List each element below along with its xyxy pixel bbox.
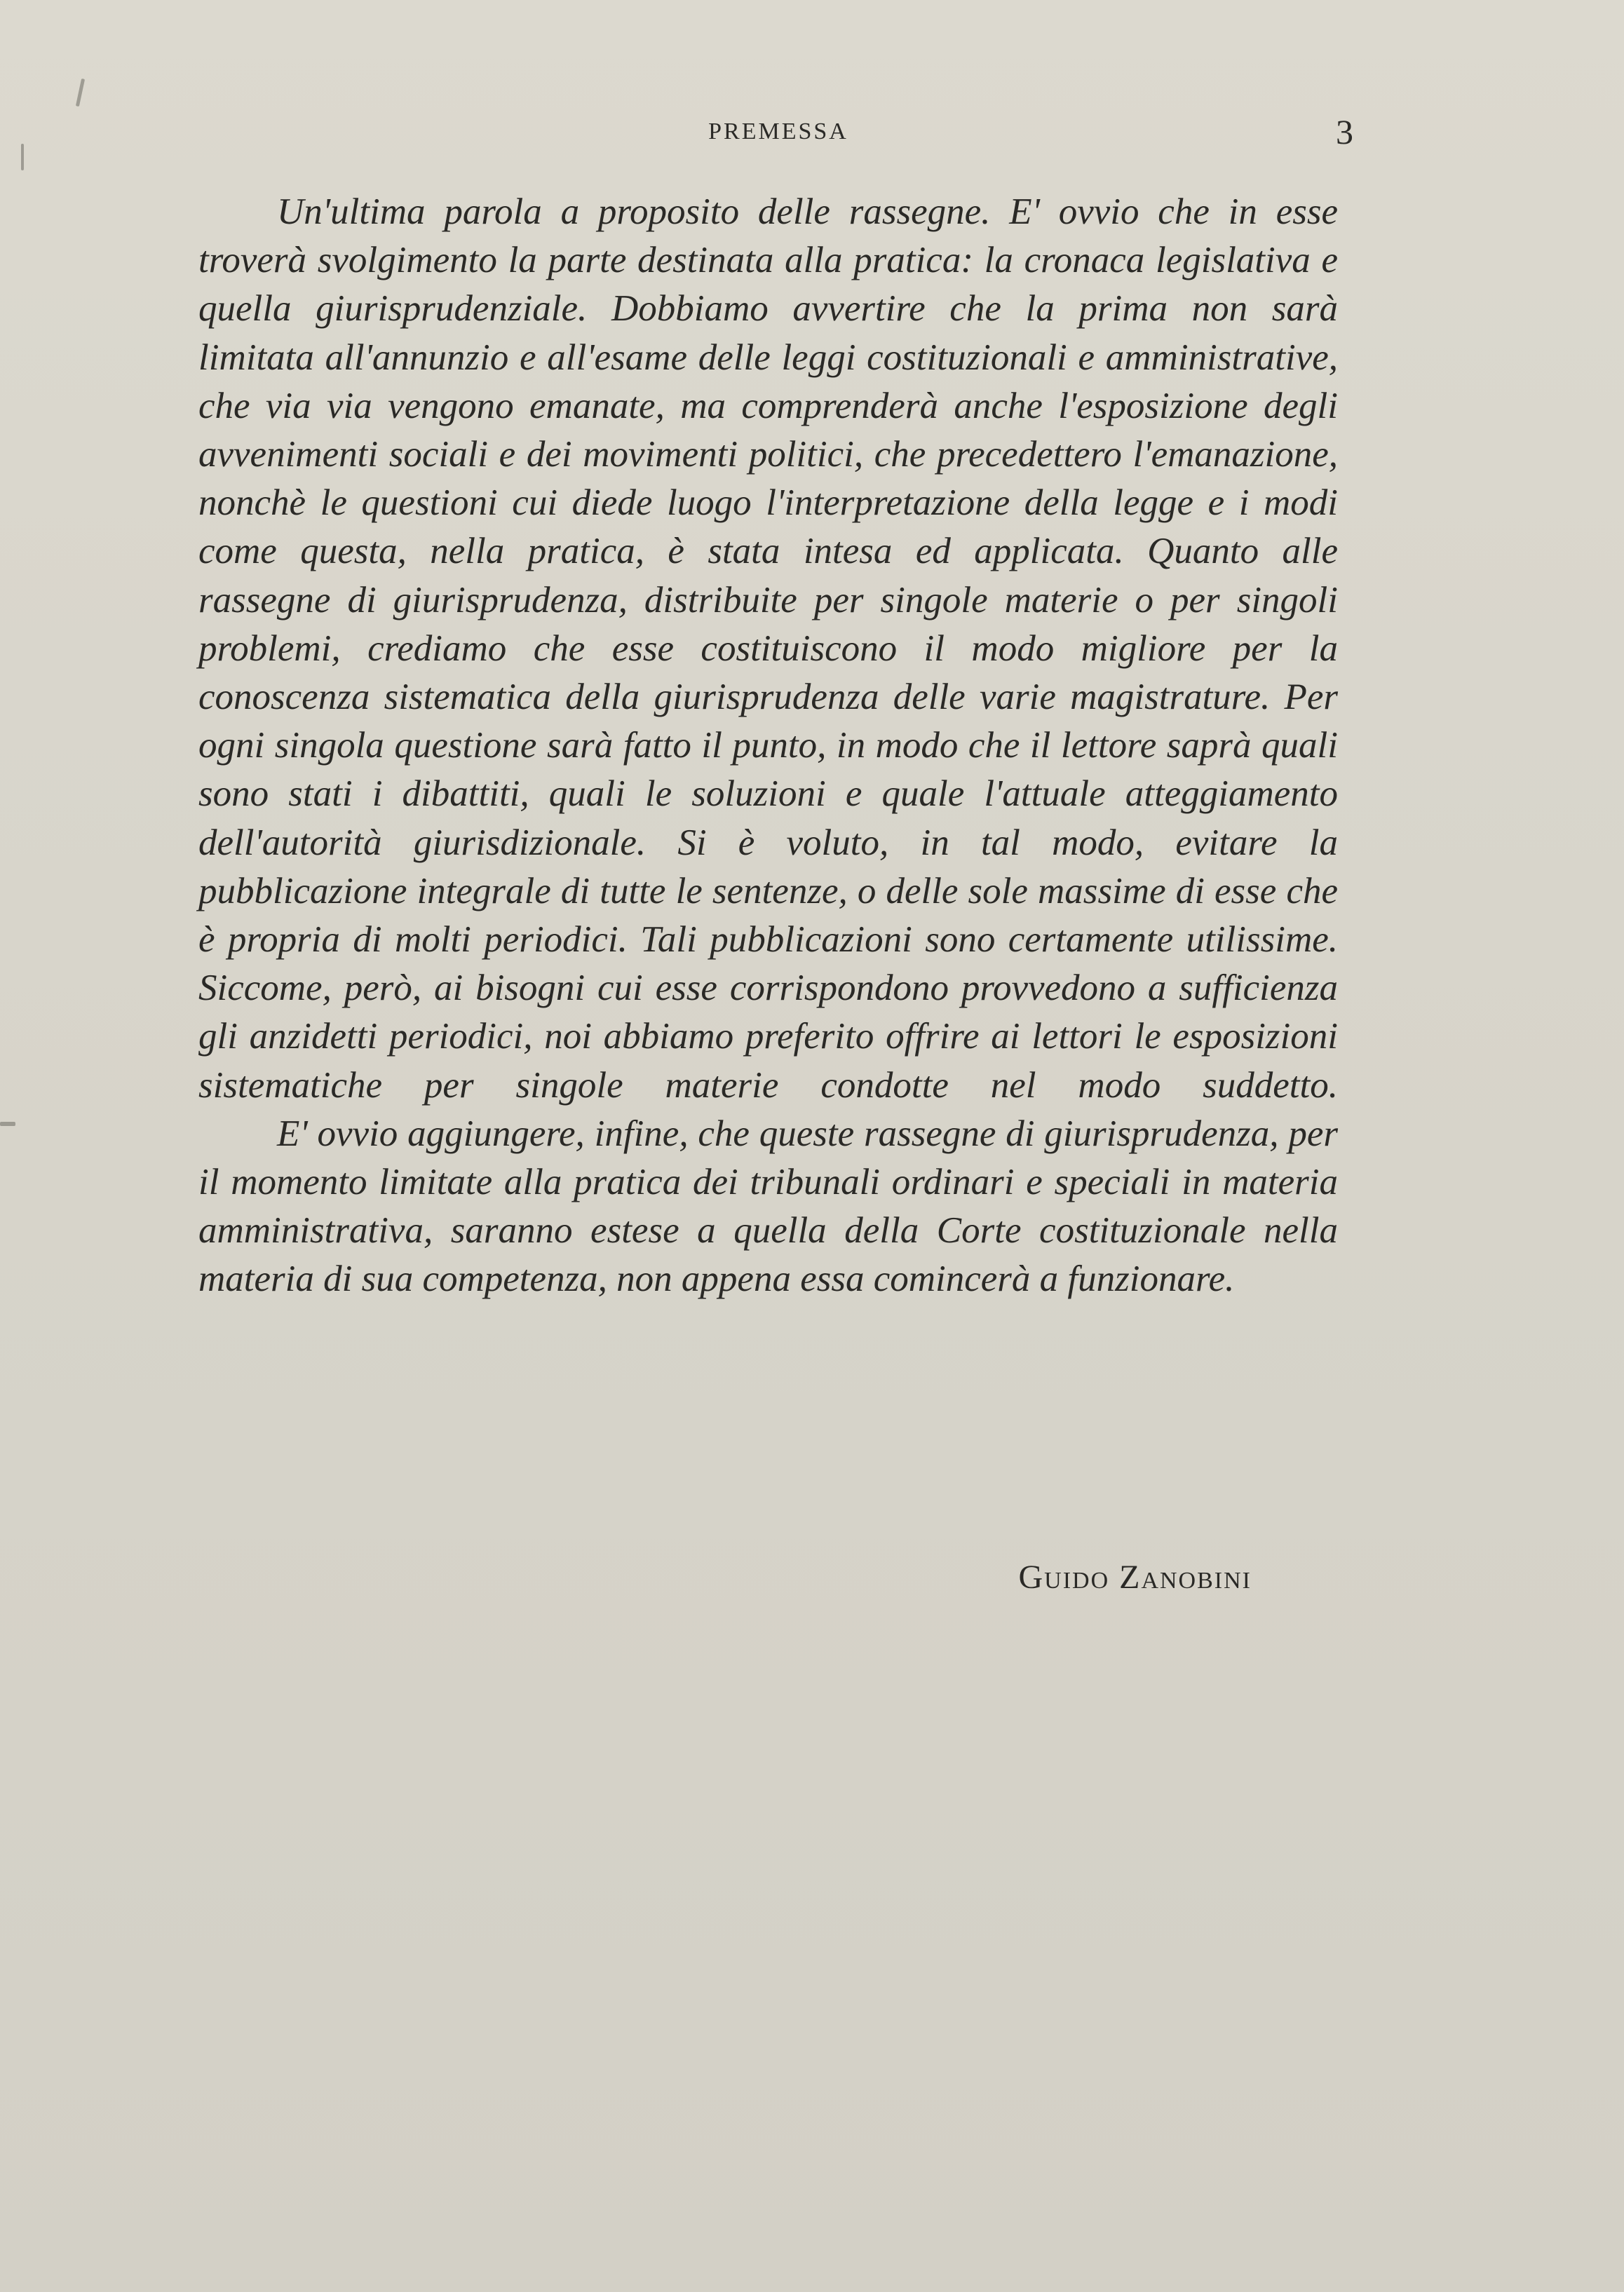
page-header (0, 111, 1624, 153)
running-head: PREMESSA (708, 118, 848, 144)
body-text (198, 188, 1338, 1304)
paragraph-2: E' ovvio aggiungere, infine, che queste rassegne di giurisprudenza, per il momento limitate alla pratica dei tribunali ordinari e speciali in materia amministrativa, saranno estese a quella della Corte costituzionale nella materia di sua competenza, non appena essa comincerà a funzionare. (198, 1113, 1338, 1300)
author-signature: Guido Zanobini (1018, 1559, 1252, 1596)
margin-mark (0, 1122, 15, 1126)
page-number: 3 (1336, 112, 1353, 151)
paragraph-1: Un'ultima parola a proposito delle rassegne. E' ovvio che in esse troverà svolgimento la parte destinata alla pratica: la cronaca legislativa e quella giurisprudenziale. Dobbiamo avvertire che la prima non sarà limitata all'annunzio e all'esame delle leggi costituzionali e amministrative, che via via vengono emanate, ma comprenderà anche l'esposizione degli avvenimenti sociali e dei movimenti politici, che precedettero l'emanazione, nonchè le questioni cui diede luogo l'interpretazione della legge e i modi come questa, nella pratica, è stata intesa ed applicata. Quanto alle rassegne di giurisprudenza, distribuite per singole materie o per singoli problemi, crediamo che esse costituiscono il modo migliore per la conoscenza sistematica della giurisprudenza delle varie magistrature. Per ogni singola questione sarà fatto il punto, in modo che il lettore saprà quali sono stati i dibattiti, quali le soluzioni e quale l'attuale atteggiamento dell'autorità giurisdizionale. Si è voluto, in tal modo, evitare la pubblicazione integrale di tutte le sentenze, o delle sole massime di esse che è propria di molti periodici. Tali pubblicazioni sono certamente utilissime. Siccome, però, ai bisogni cui esse corrispondono provvedono a sufficienza gli anzidetti periodici, noi abbiamo preferito offrire ai lettori le esposizioni sistematiche per singole materie condotte nel modo suddetto. (198, 191, 1338, 1106)
margin-mark (76, 79, 85, 107)
